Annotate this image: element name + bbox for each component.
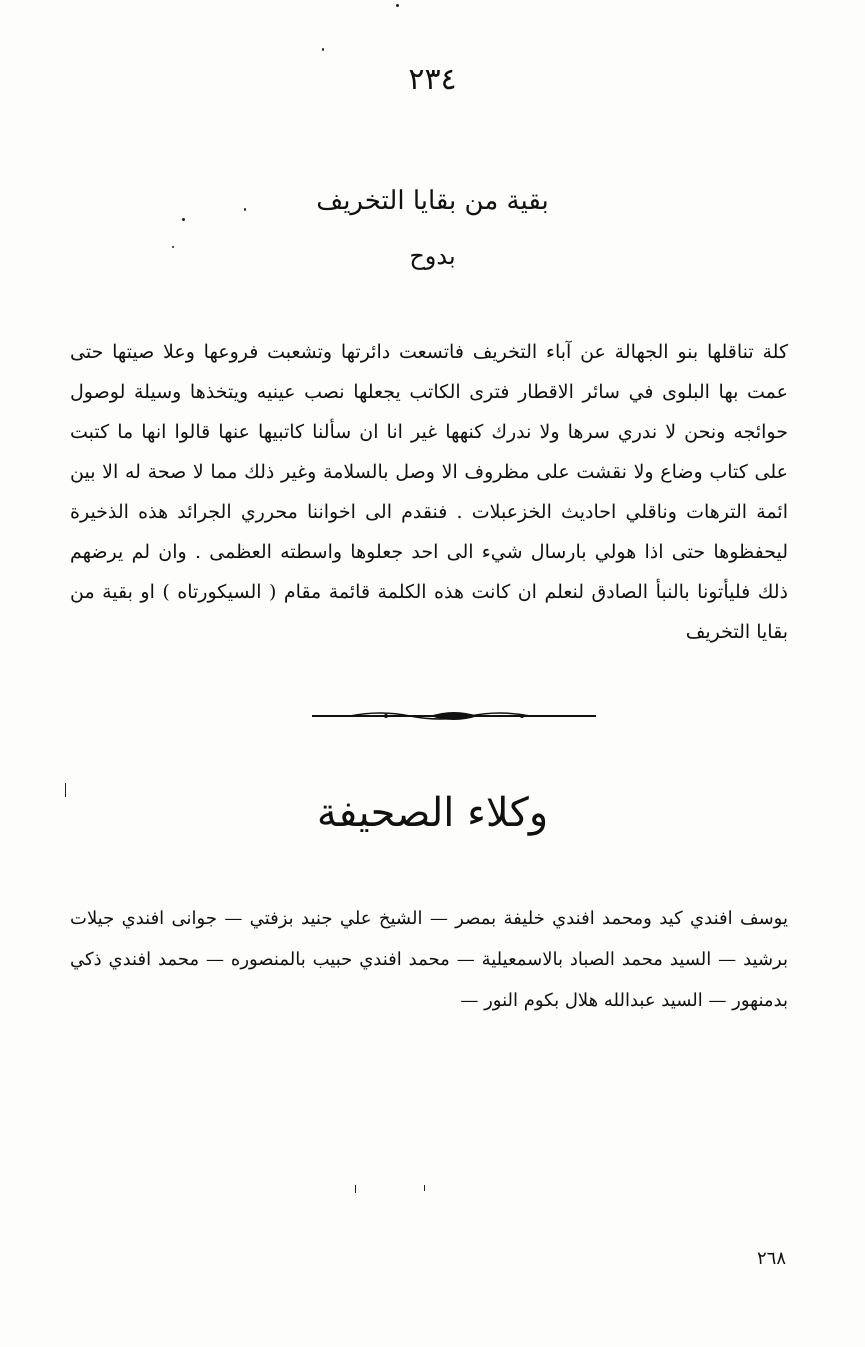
page-number-bottom: ٢٦٨: [757, 1248, 787, 1269]
article-author: بدوح: [409, 242, 456, 270]
paper-speck: [182, 218, 185, 221]
agents-heading: وكلاء الصحيفة: [316, 790, 549, 836]
paper-speck: [396, 4, 399, 7]
article-body: كلة تناقلها بنو الجهالة عن آباء التخريف فاتسعت دائرتها وتشعبت فروعها وعلا صيتها حتى عمت بها البلوى في سائر الاقطار فترى الكاتب يجعلها نصب عينيه ويتخذها وسيلة لوصول حوائجه ونحن لا ندري سرها ولا ندرك كنهها غير انا ان سألنا كاتبيها عنها قالوا انها ما كتبت على كتاب وضاع ولا نقشت على مظروف الا وصل بالسلامة وغير ذلك مما لا صحة له الا بين ائمة الترهات وناقلي احاديث الخزعبلات . فنقدم الى اخواننا محرري الجرائد هذه الذخيرة ليحفظوها حتى اذا هولي بارسال شيء الى احد جعلوها واسطته العظمى . وان لم يرضهم ذلك فليأتونا بالنبأ الصادق لنعلم ان كانت هذه الكلمة قائمة مقام ( السيكورتاه ) او بقية من بقايا التخريف: [70, 341, 788, 643]
paper-speck: [355, 1185, 356, 1193]
paper-speck: [424, 1185, 425, 1191]
article-title: بقية من بقايا التخريف: [316, 186, 549, 216]
agents-list: يوسف افندي كيد ومحمد افندي خليفة بمصر — الشيخ علي جنيد بزفتي — جوانى افندي جيلات برشيد — السيد محمد الصباد بالاسمعيلية — محمد افندي حبيب بالمنصوره — محمد افندي ذكي بدمنهور — السيد عبدالله هلال بكوم النور —: [70, 908, 788, 1011]
section-divider-ornament: [310, 706, 598, 726]
page-number-top: ٢٣٤: [408, 62, 457, 97]
paper-speck: [322, 48, 324, 51]
